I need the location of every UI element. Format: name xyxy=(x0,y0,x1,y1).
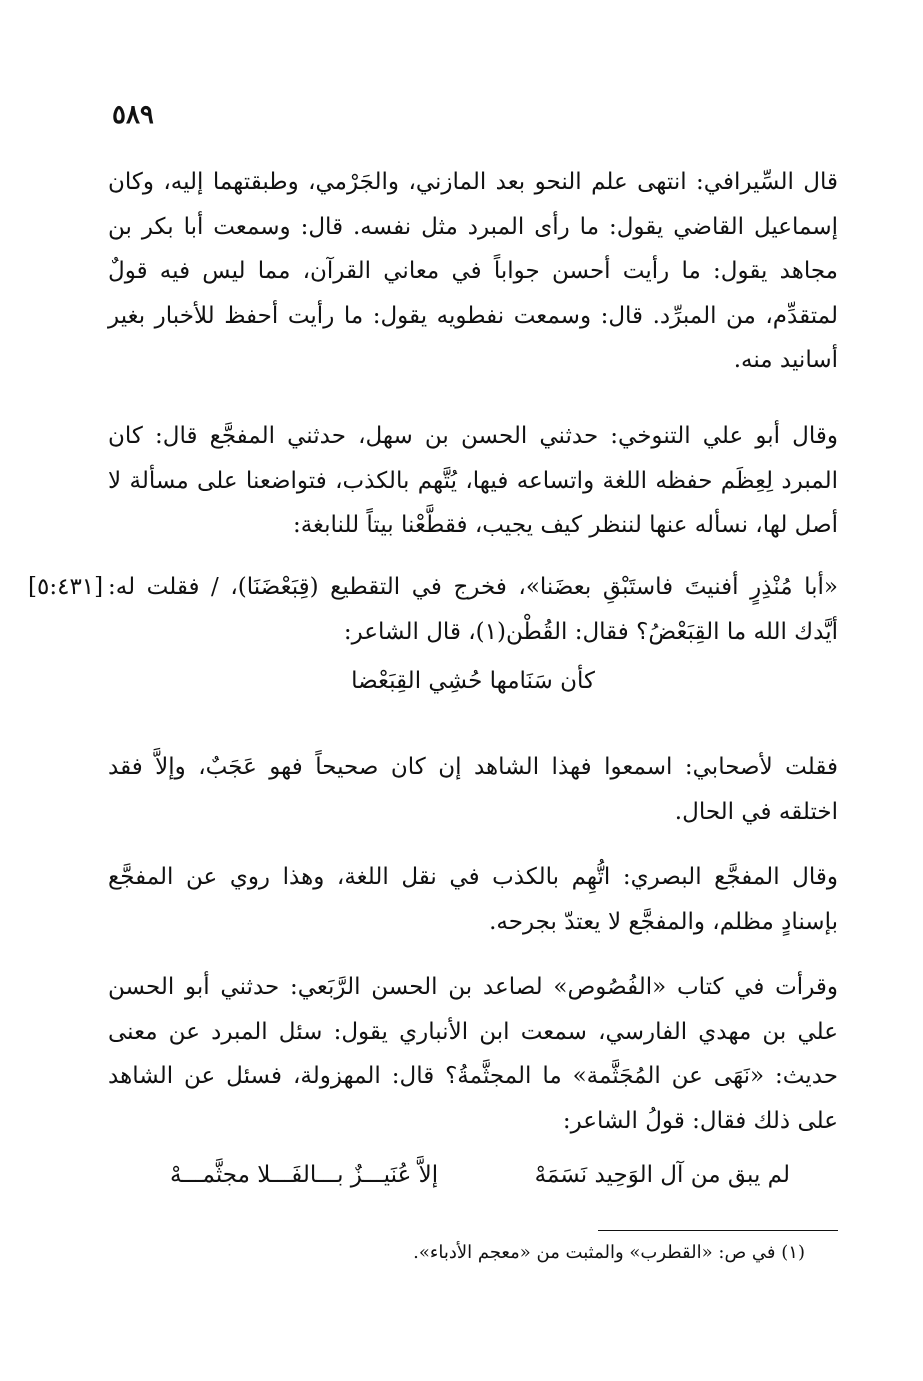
footnote-divider xyxy=(598,1230,838,1231)
paragraph-3-text xyxy=(28,565,838,654)
margin-reference: [٥:٤٣١] xyxy=(28,574,104,600)
paragraph-3-body: «أبا مُنْذِرٍ أفنيتَ فاستَبْقِ بعضَنا»، فخرج في التقطيع (قِبَعْضَنَا)، / فقلت له: أيَّدك الله ما القِبَعْضُ؟ فقال: القُطْن(١)، قال الشاعر: xyxy=(108,574,838,645)
footnote: (١) في ص: «القطرب» والمثبت من «معجم الأدباء». xyxy=(413,1242,805,1263)
paragraph-2-text: وقال أبو علي التنوخي: حدثني الحسن بن سهل، حدثني المفجَّع قال: كان المبرد لِعِظَم حفظه اللغة واتساعه فيها، يُتَّهم بالكذب، فتواضعنا على مسألة لا أصل لها، نسأله عنها لننظر كيف يجيب، فقطَّعْنا بيتاً للنابغة: xyxy=(108,423,838,538)
paragraph-5-text: وقال المفجَّع البصري: اتُّهِم بالكذب في نقل اللغة، وهذا روي عن المفجَّع بإسنادٍ مظلم، والمفجَّع لا يعتدّ بجرحه. xyxy=(108,864,838,935)
paragraph-2 xyxy=(108,414,838,548)
poem-couplet xyxy=(170,1162,790,1188)
paragraph-5 xyxy=(108,855,838,944)
paragraph-4-text: فقلت لأصحابي: اسمعوا فهذا الشاهد إن كان صحيحاً فهو عَجَبٌ، وإلاَّ فقد اختلقه في الحال. xyxy=(108,754,838,825)
verse-line: كأن سَنَامها حُشِي القِبَعْضا xyxy=(351,668,595,694)
paragraph-6 xyxy=(108,965,838,1143)
paragraph-1-text: قال السِّيرافي: انتهى علم النحو بعد المازني، والجَرْمي، وطبقتهما إليه، وكان إسماعيل القاضي يقول: ما رأى المبرد مثل نفسه. قال: وسمعت أبا بكر بن مجاهد يقول: ما رأيت أحسن جواباً في معاني القرآن، مما ليس فيه قولٌ لمتقدِّم، من المبرِّد. قال: وسمعت نفطويه يقول: ما رأيت أحفظ للأخبار بغير أسانيد منه. xyxy=(108,169,838,373)
paragraph-6-text: وقرأت في كتاب «الفُصُوص» لصاعد بن الحسن الرَّبَعي: حدثني أبو الحسن علي بن مهدي الفارسي، سمعت ابن الأنباري يقول: سئل المبرد عن معنى حديث: «نَهَى عن المُجَثَّمة» ما المجثَّمةُ؟ قال: المهزولة، فسئل عن الشاهد على ذلك فقال: قولُ الشاعر: xyxy=(108,974,838,1134)
paragraph-4 xyxy=(108,745,838,834)
poem-left-hemistich: إلاَّ عُنَيـــزٌ بـــالفَـــلا مجثَّمـــهْ xyxy=(170,1162,439,1188)
page-number: ٥٨٩ xyxy=(112,100,154,130)
poem-right-hemistich: لم يبق من آل الوَحِيد نَسَمَهْ xyxy=(534,1162,790,1188)
paragraph-3 xyxy=(28,565,838,654)
paragraph-1 xyxy=(108,160,838,383)
